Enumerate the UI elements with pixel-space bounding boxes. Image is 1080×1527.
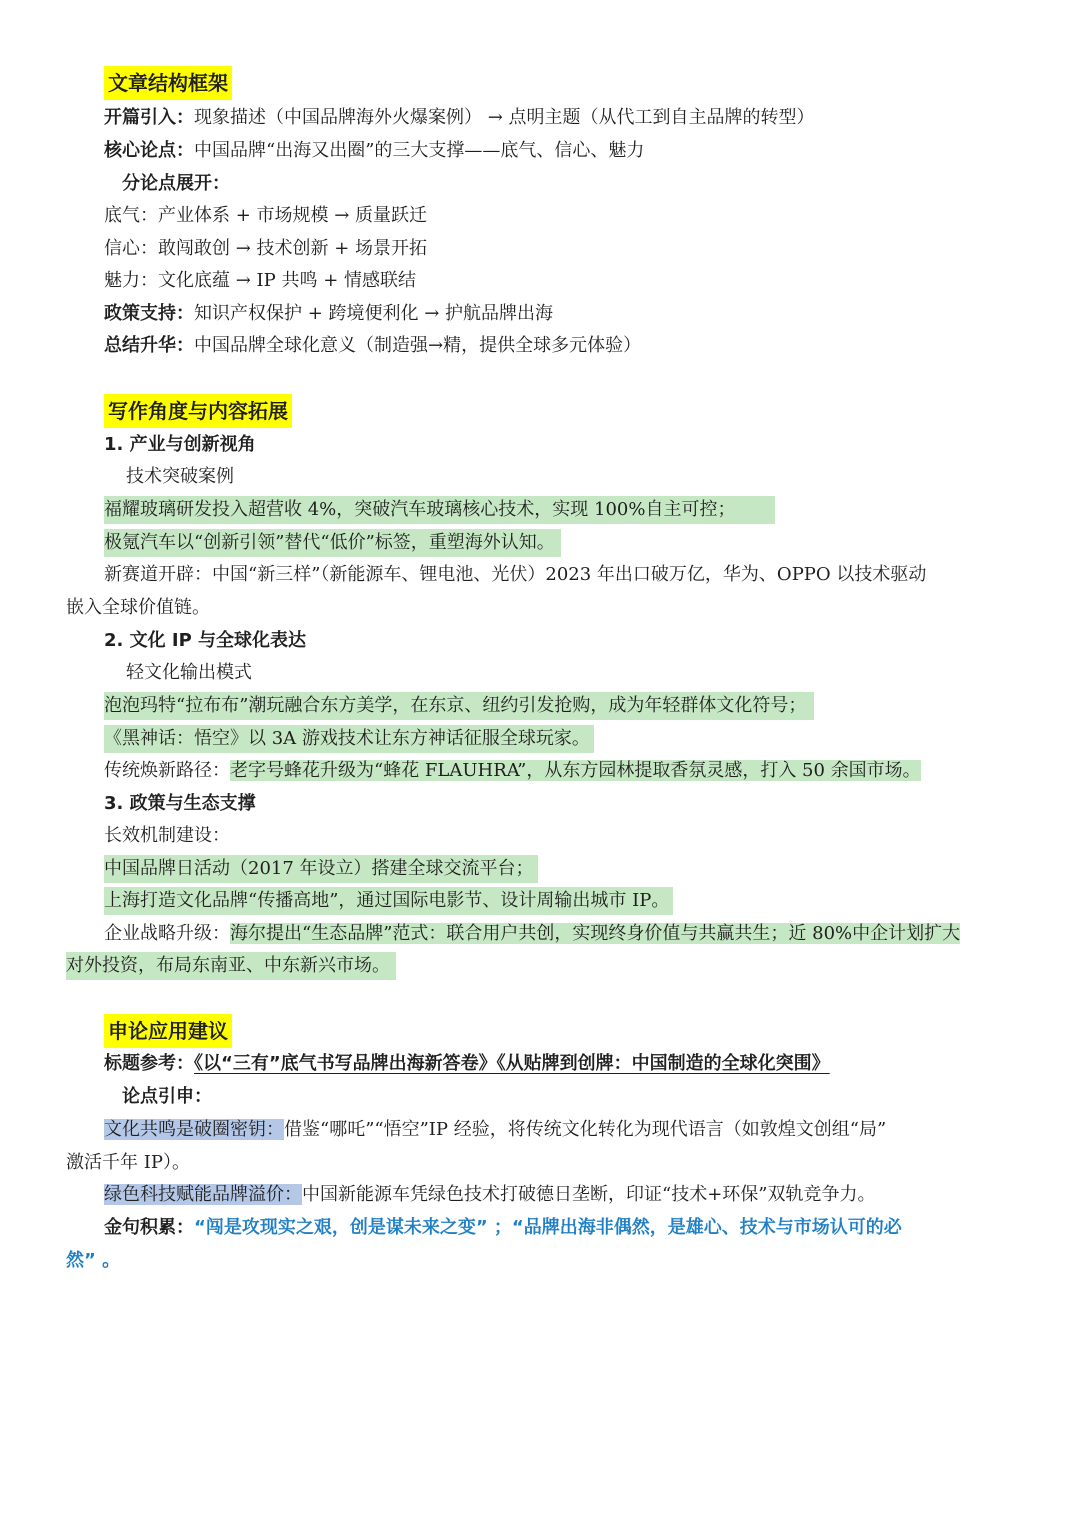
case-wukong: 《黑神话：悟空》以 3A 游戏技术让东方神话征服全球玩家。 <box>104 725 594 753</box>
section-title-angles: 写作角度与内容拓展 <box>104 394 292 428</box>
case-zeekr: 极氪汽车以“创新引领”替代“低价”标签，重塑海外认知。 <box>104 529 561 557</box>
text-summary: 中国品牌全球化意义（制造强→精，提供全球多元体验） <box>194 335 642 356</box>
para-tradition <box>104 757 921 785</box>
row-opening <box>104 104 815 132</box>
label-opening: 开篇引入： <box>104 107 194 128</box>
point-culture-resonance: 文化共鸣是破圈密钥： <box>104 1119 284 1140</box>
section-title-structure: 文章结构框架 <box>104 66 232 100</box>
golden-quotes-text: “闯是攻现实之艰，创是谋未来之变” ；“品牌出海非偶然，是雄心、技术与市场认可的必 <box>194 1217 902 1238</box>
case-shanghai: 上海打造文化品牌“传播高地”，通过国际电影节、设计周输出城市 IP。 <box>104 887 673 915</box>
text-green-tech: 中国新能源车凭绿色技术打破德日垄断，印证“技术+环保”双轨竞争力。 <box>302 1184 876 1205</box>
section-title-application: 申论应用建议 <box>104 1014 232 1048</box>
golden-quotes-text-2: 然” 。 <box>66 1250 121 1271</box>
case-fuyao: 福耀玻璃研发投入超营收 4%，突破汽车玻璃核心技术，实现 100%自主可控； <box>104 496 775 524</box>
para-new-track-1: 新赛道开辟：中国“新三样”（新能源车、锂电池、光伏）2023 年出口破万亿，华为、OPPO 以技术驱动 <box>104 564 927 585</box>
case-popmart: 泡泡玛特“拉布布”潮玩融合东方美学，在东京、纽约引发抢购，成为年轻群体文化符号； <box>104 692 814 720</box>
para-enterprise-1 <box>104 920 960 948</box>
sub-tech-breakthrough: 技术突破案例 <box>126 466 234 487</box>
heading-industry: 1. 产业与创新视角 <box>104 434 256 455</box>
heading-culture: 2. 文化 IP 与全球化表达 <box>104 630 307 651</box>
text-culture-resonance-2: 激活千年 IP）。 <box>66 1152 190 1173</box>
point-green-tech: 绿色科技赋能品牌溢价： <box>104 1184 302 1205</box>
case-fenghua: 老字号蜂花升级为“蜂花 FLAUHRA”，从东方园林提取香氛灵感，打入 50 余国市场。 <box>230 760 921 781</box>
row-policy <box>104 300 553 328</box>
text-core: 中国品牌“出海又出圈”的三大支撑——底气、信心、魅力 <box>194 140 645 161</box>
label-golden-quotes: 金句积累： <box>104 1217 194 1238</box>
label-core: 核心论点： <box>104 140 194 161</box>
row-title-reference <box>104 1050 844 1078</box>
para-culture-resonance <box>104 1116 886 1144</box>
label-summary: 总结升华： <box>104 335 194 356</box>
label-tradition: 传统焕新路径： <box>104 760 230 781</box>
text-policy: 知识产权保护 + 跨境便利化 → 护航品牌出海 <box>194 303 554 324</box>
row-xinxin: 信心：敢闯敢创 → 技术创新 + 场景开拓 <box>104 238 428 259</box>
case-brand-day: 中国品牌日活动（2017 年设立）搭建全球交流平台； <box>104 855 538 883</box>
label-enterprise: 企业战略升级： <box>104 923 230 944</box>
case-haier-1: 海尔提出“生态品牌”范式：联合用户共创，实现终身价值与共赢共生；近 80%中企计划扩大 <box>230 923 961 944</box>
row-diqi: 底气：产业体系 + 市场规模 → 质量跃迁 <box>104 205 428 226</box>
label-sub-points: 分论点展开： <box>122 173 230 194</box>
sub-light-culture: 轻文化输出模式 <box>126 662 252 683</box>
title-reference-text: 《以“三有”底气书写品牌出海新答卷》《从贴牌到创牌：中国制造的全球化突围》 <box>194 1053 830 1074</box>
para-green-tech <box>104 1181 875 1209</box>
text-culture-resonance: 借鉴“哪吒”“悟空”IP 经验，将传统文化转化为现代语言（如敦煌文创组“局” <box>284 1119 887 1140</box>
row-meili: 魅力：文化底蕴 → IP 共鸣 + 情感联结 <box>104 270 416 291</box>
label-argument: 论点引申： <box>122 1086 212 1107</box>
case-haier-2: 对外投资，布局东南亚、中东新兴市场。 <box>66 952 396 980</box>
para-golden-quotes <box>104 1214 902 1242</box>
heading-policy: 3. 政策与生态支撑 <box>104 793 256 814</box>
label-policy: 政策支持： <box>104 303 194 324</box>
row-sub-points <box>122 170 230 198</box>
para-new-track-2: 嵌入全球价值链。 <box>66 597 210 618</box>
sub-mechanism: 长效机制建设： <box>104 825 230 846</box>
row-summary <box>104 332 641 360</box>
label-title-reference: 标题参考： <box>104 1053 194 1074</box>
row-core <box>104 137 644 165</box>
text-opening: 现象描述（中国品牌海外火爆案例） → 点明主题（从代工到自主品牌的转型） <box>194 107 815 128</box>
